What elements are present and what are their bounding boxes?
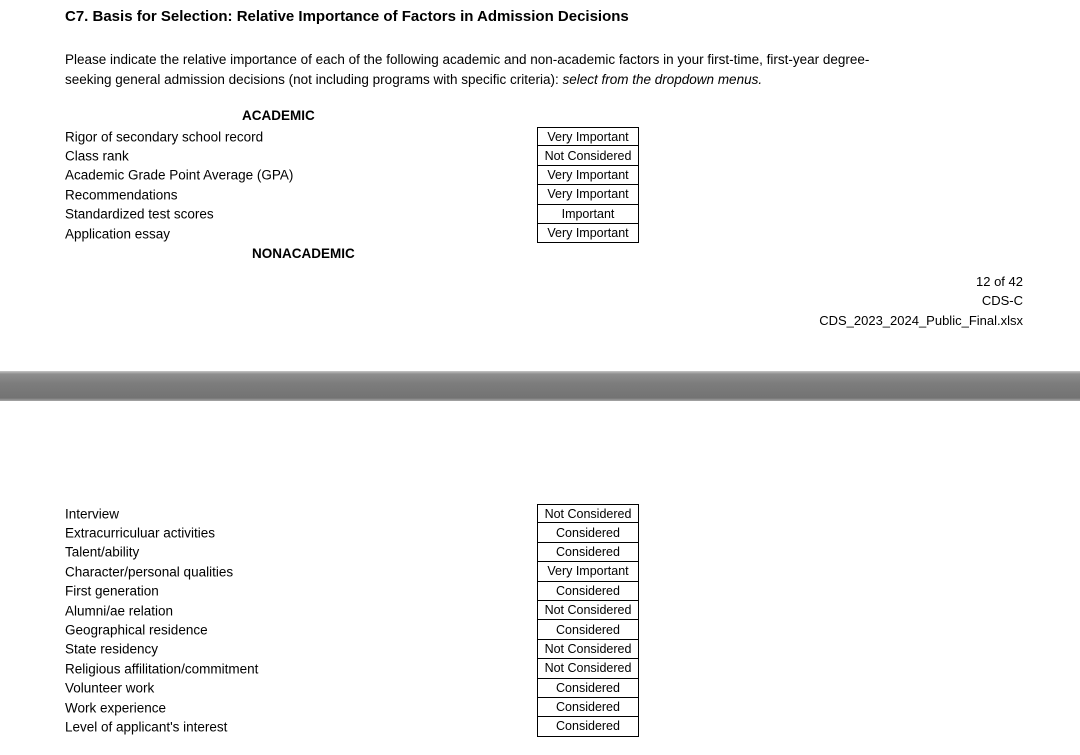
factor-label: Extracurriculuar activities xyxy=(65,525,216,541)
factor-row xyxy=(65,582,1015,601)
factor-label: Work experience xyxy=(65,700,167,716)
factor-label: Application essay xyxy=(65,226,171,242)
factor-row xyxy=(65,224,1015,243)
factor-row xyxy=(65,205,1015,224)
instructions-text xyxy=(65,50,910,90)
nonacademic-section-header: NONACADEMIC xyxy=(252,246,355,261)
factor-label: First generation xyxy=(65,583,159,599)
importance-dropdown[interactable]: Considered xyxy=(537,522,639,542)
factor-row xyxy=(65,698,1015,717)
factor-row xyxy=(65,543,1015,562)
factor-row xyxy=(65,659,1015,678)
importance-dropdown[interactable]: Not Considered xyxy=(537,504,639,523)
importance-dropdown[interactable]: Not Considered xyxy=(537,600,639,620)
page-footer xyxy=(819,272,1023,330)
file-name: CDS_2023_2024_Public_Final.xlsx xyxy=(819,312,1023,328)
factor-row xyxy=(65,717,1015,736)
importance-dropdown[interactable]: Very Important xyxy=(537,561,639,581)
document-page-1 xyxy=(0,0,1080,371)
importance-dropdown[interactable]: Considered xyxy=(537,697,639,717)
factor-row xyxy=(65,127,1015,146)
factor-label: Rigor of secondary school record xyxy=(65,129,264,145)
factor-label: Religious affilitation/commitment xyxy=(65,661,259,677)
academic-rows xyxy=(65,127,1015,243)
instructions-body: Please indicate the relative importance of each of the following academic and non-academic factors in your first-time, first-year degree-seeking general admission decisions (not including programs with specific criteria): xyxy=(65,52,870,87)
importance-dropdown[interactable]: Considered xyxy=(537,678,639,698)
importance-dropdown[interactable]: Considered xyxy=(537,542,639,562)
factor-row xyxy=(65,679,1015,698)
nonacademic-rows xyxy=(65,504,1015,737)
factor-row xyxy=(65,146,1015,165)
factor-label: Alumni/ae relation xyxy=(65,603,174,619)
factor-row xyxy=(65,166,1015,185)
importance-dropdown[interactable]: Considered xyxy=(537,581,639,601)
page-number: 12 of 42 xyxy=(976,274,1023,289)
factor-row xyxy=(65,504,1015,523)
importance-dropdown[interactable]: Very Important xyxy=(537,184,639,204)
page-separator-bar xyxy=(0,371,1080,401)
factor-label: Geographical residence xyxy=(65,622,208,638)
document-page-2 xyxy=(0,401,1080,755)
importance-dropdown[interactable]: Not Considered xyxy=(537,639,639,659)
factor-label: Level of applicant's interest xyxy=(65,719,228,735)
factor-row xyxy=(65,620,1015,639)
factor-label: Interview xyxy=(65,506,120,522)
factor-row xyxy=(65,523,1015,542)
factor-label: Class rank xyxy=(65,148,129,164)
factor-label: State residency xyxy=(65,641,159,657)
factor-label: Recommendations xyxy=(65,187,178,203)
factor-row xyxy=(65,640,1015,659)
importance-dropdown[interactable]: Not Considered xyxy=(537,658,639,678)
factor-label: Volunteer work xyxy=(65,680,155,696)
factor-row xyxy=(65,185,1015,204)
factor-row xyxy=(65,601,1015,620)
factor-label: Talent/ability xyxy=(65,544,140,560)
instructions-emphasis: select from the dropdown menus. xyxy=(562,72,763,87)
factor-label: Character/personal qualities xyxy=(65,564,234,580)
factor-row xyxy=(65,562,1015,581)
factor-label: Academic Grade Point Average (GPA) xyxy=(65,167,294,183)
importance-dropdown[interactable]: Very Important xyxy=(537,165,639,185)
importance-dropdown[interactable]: Not Considered xyxy=(537,145,639,165)
importance-dropdown[interactable]: Very Important xyxy=(537,223,639,243)
section-code: CDS-C xyxy=(981,293,1023,309)
factor-label: Standardized test scores xyxy=(65,206,214,222)
importance-dropdown[interactable]: Very Important xyxy=(537,127,639,146)
section-title: C7. Basis for Selection: Relative Importance of Factors in Admission Decisions xyxy=(65,8,629,25)
importance-dropdown[interactable]: Important xyxy=(537,204,639,224)
academic-section-header: ACADEMIC xyxy=(242,108,315,123)
importance-dropdown[interactable]: Considered xyxy=(537,619,639,639)
importance-dropdown[interactable]: Considered xyxy=(537,716,639,736)
